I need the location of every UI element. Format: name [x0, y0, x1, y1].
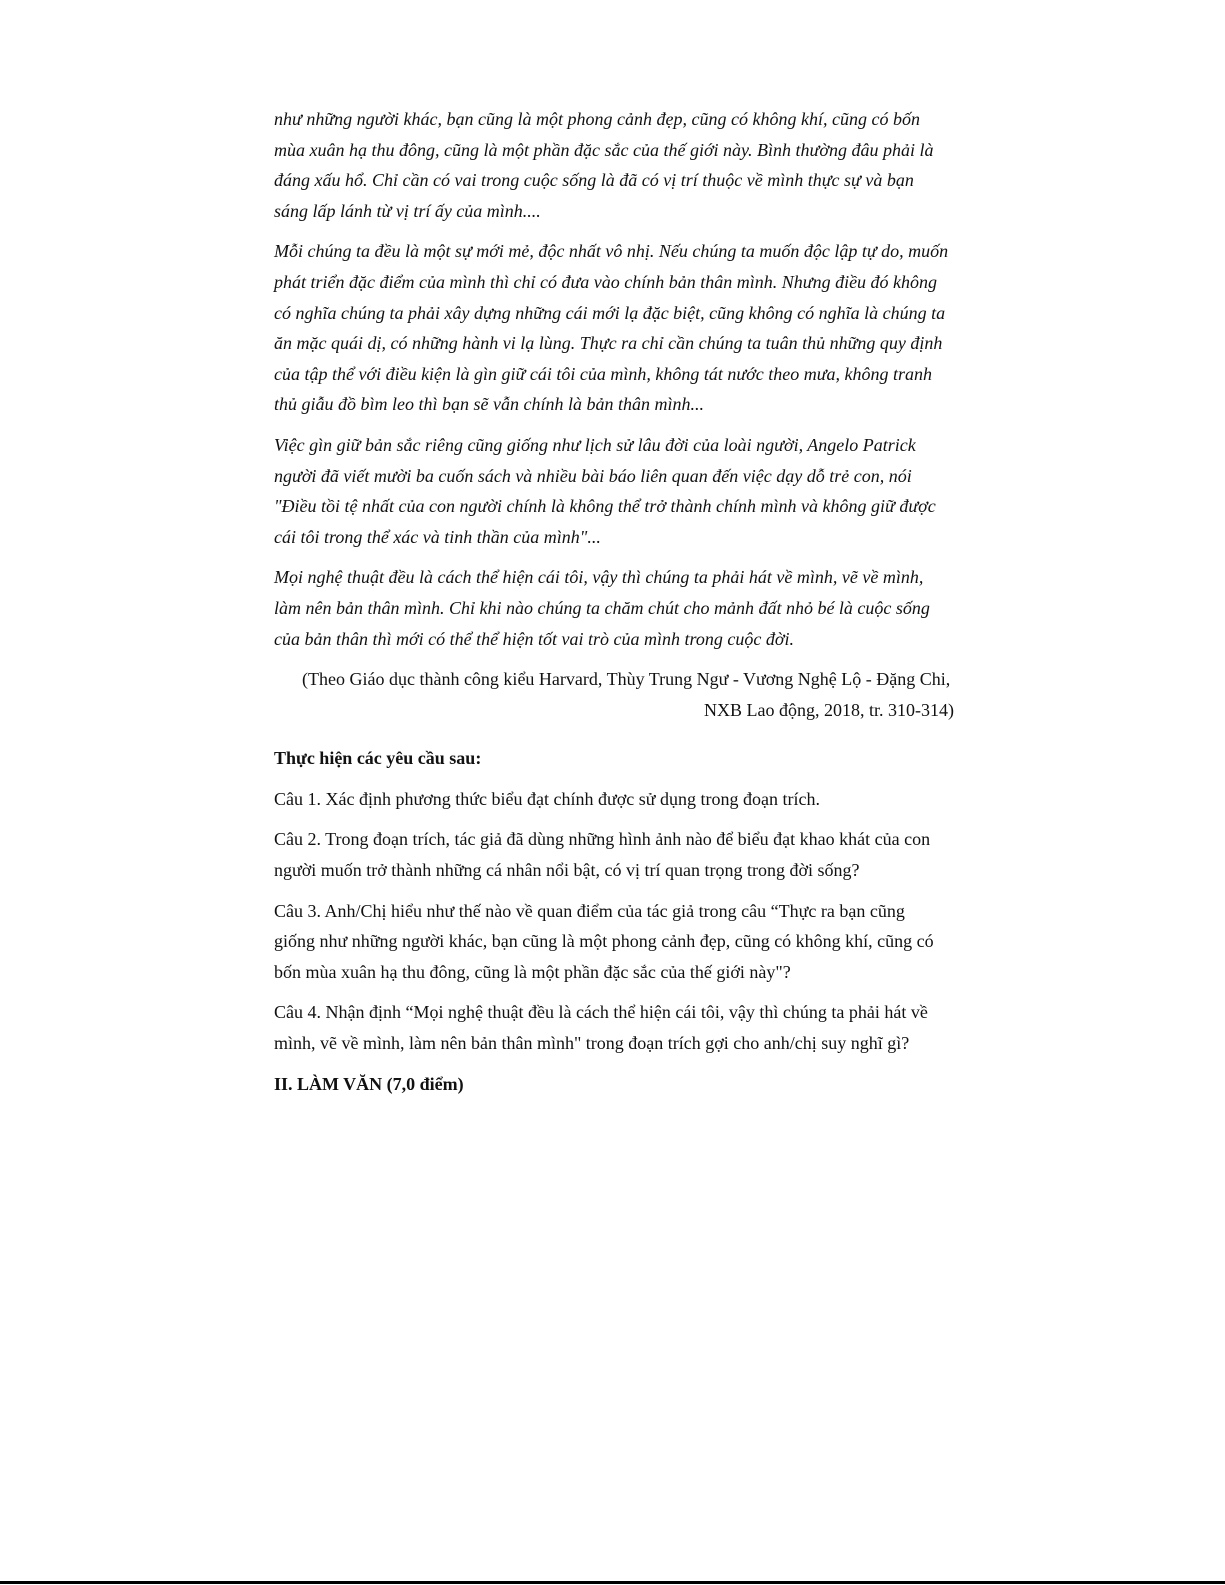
passage-paragraph-4: [274, 562, 954, 654]
document-page: [274, 104, 954, 1109]
passage-paragraph-3: [274, 430, 954, 552]
text-line: thủ giẫu đồ bìm leo thì bạn sẽ vẫn chính là bản thân mình...: [274, 394, 704, 415]
text-line: Câu 1. Xác định phương thức biểu đạt chính được sử dụng trong đoạn trích.: [274, 788, 820, 809]
text-line: Việc gìn giữ bản sắc riêng cũng giống như lịch sử lâu đời của loài người, Angelo Patrick: [274, 434, 916, 455]
citation-line: NXB Lao động, 2018, tr. 310-314): [704, 699, 954, 720]
text-line: sáng lấp lánh từ vị trí ấy của mình....: [274, 200, 541, 221]
text-line: mình, vẽ về mình, làm nên bản thân mình" trong đoạn trích gợi cho anh/chị suy nghĩ gì?: [274, 1033, 910, 1054]
text-line: giống như những người khác, bạn cũng là một phong cảnh đẹp, cũng có không khí, cũng có: [274, 931, 934, 952]
text-line: phát triển đặc điểm của mình thì chỉ có đưa vào chính bản thân mình. Nhưng điều đó không: [274, 271, 938, 292]
citation-line: (Theo Giáo dục thành công kiểu Harvard, Thùy Trung Ngư - Vương Nghệ Lộ - Đặng Chi,: [302, 669, 951, 690]
question-3: [274, 896, 954, 988]
text-line: Mọi nghệ thuật đều là cách thể hiện cái tôi, vậy thì chúng ta phải hát về mình, vẽ về mình,: [274, 567, 924, 588]
text-line: đáng xấu hổ. Chỉ cần có vai trong cuộc sống là đã có vị trí thuộc về mình thực sự và bạn: [274, 170, 914, 191]
text-line: ăn mặc quái dị, có những hành vi lạ lùng. Thực ra chỉ cần chúng ta tuân thủ những quy định: [274, 333, 943, 354]
text-line: mùa xuân hạ thu đông, cũng là một phần đặc sắc của thế giới này. Bình thường đâu phải là: [274, 139, 934, 160]
text-line: Câu 2. Trong đoạn trích, tác giả đã dùng những hình ảnh nào để biểu đạt khao khát của con: [274, 829, 931, 850]
page-bottom-divider: [0, 1581, 1225, 1584]
text-line: "Điều tồi tệ nhất của con người chính là không thể trở thành chính mình và không giữ được: [274, 496, 936, 517]
text-line: bốn mùa xuân hạ thu đông, cũng là một phần đặc sắc của thế giới này"?: [274, 961, 791, 982]
text-line: của bản thân thì mới có thể thể hiện tốt vai trò của mình trong cuộc đời.: [274, 628, 794, 649]
tasks-heading: Thực hiện các yêu cầu sau:: [274, 748, 482, 769]
passage-paragraph-1: [274, 104, 954, 226]
question-4: [274, 997, 954, 1058]
text-line: của tập thể với điều kiện là gìn giữ cái tôi của mình, không tát nước theo mưa, không tranh: [274, 363, 933, 384]
passage: [274, 104, 954, 725]
text-line: người đã viết mười ba cuốn sách và nhiều bài báo liên quan đến việc dạy dỗ trẻ con, nói: [274, 465, 912, 486]
text-line: Mỗi chúng ta đều là một sự mới mẻ, độc nhất vô nhị. Nếu chúng ta muốn độc lập tự do, muốn: [274, 241, 949, 262]
text-line: như những người khác, bạn cũng là một phong cảnh đẹp, cũng có không khí, cũng có bốn: [274, 109, 920, 129]
text-line: Câu 3. Anh/Chị hiểu như thế nào về quan điểm của tác giả trong câu “Thực ra bạn cũng: [274, 900, 905, 921]
text-line: người muốn trở thành những cá nhân nổi bật, có vị trí quan trọng trong đời sống?: [274, 860, 860, 881]
question-1: [274, 784, 954, 815]
text-line: làm nên bản thân mình. Chỉ khi nào chúng ta chăm chút cho mảnh đất nhỏ bé là cuộc sống: [274, 597, 930, 618]
question-2: [274, 824, 954, 885]
tasks-section: [274, 743, 954, 1058]
text-line: có nghĩa chúng ta phải xây dựng những cái mới lạ đặc biệt, cũng không có nghĩa là chúng ta: [274, 302, 946, 323]
text-line: Câu 4. Nhận định “Mọi nghệ thuật đều là cách thể hiện cái tôi, vậy thì chúng ta phải hát về: [274, 1002, 928, 1023]
text-line: cái tôi trong thể xác và tinh thần của mình"...: [274, 526, 601, 547]
source-citation: [274, 664, 954, 725]
section-heading-lam-van: II. LÀM VĂN (7,0 điểm): [274, 1073, 464, 1094]
passage-paragraph-2: [274, 236, 954, 420]
